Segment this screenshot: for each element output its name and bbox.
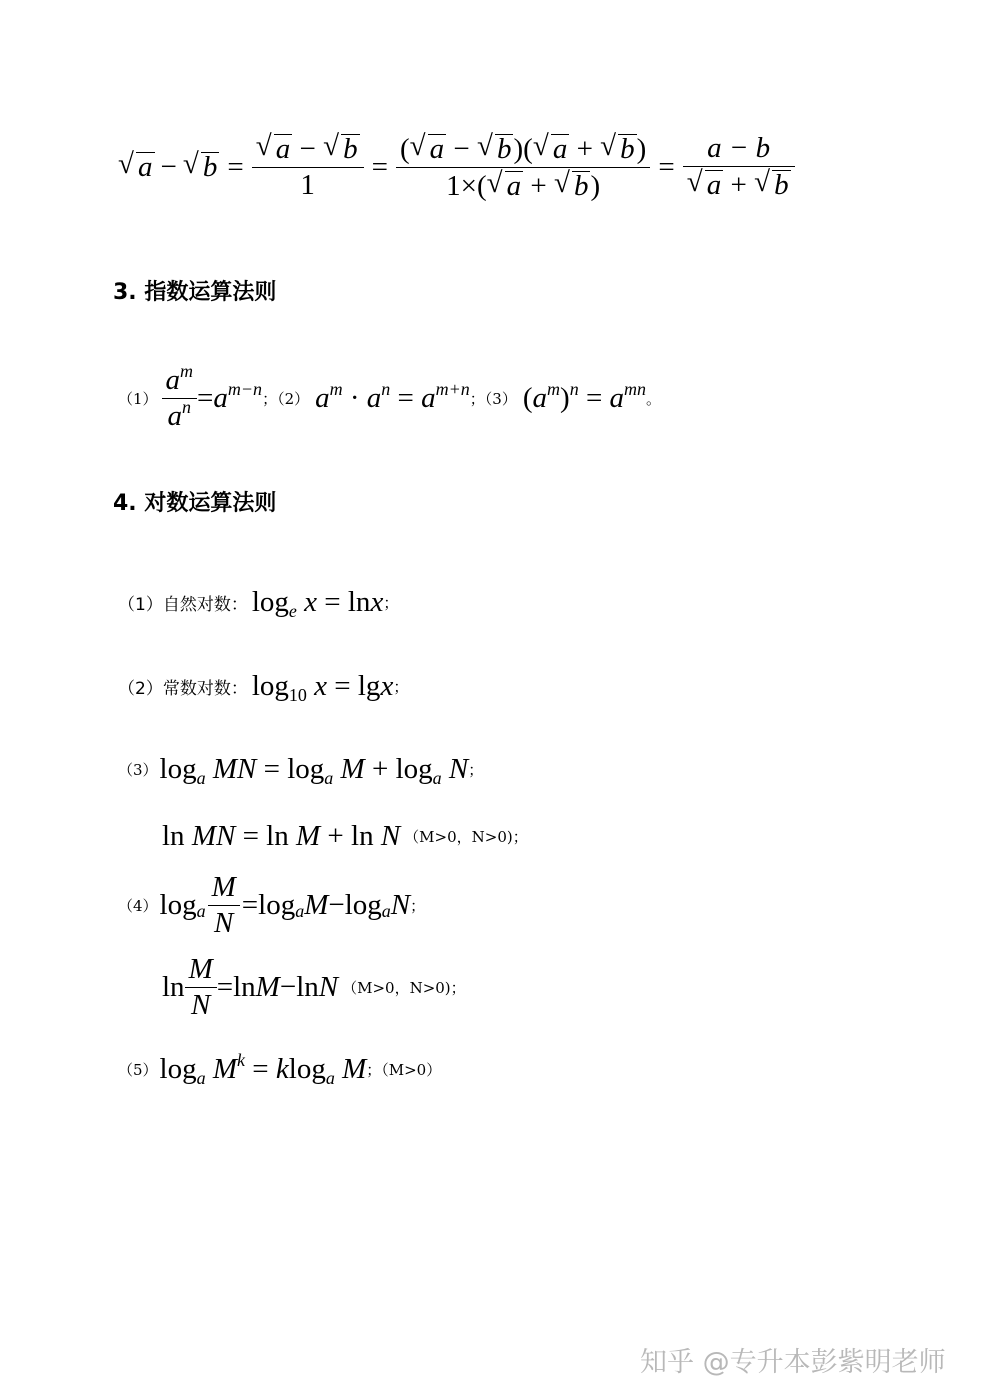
sqrt-b: √ b [183, 152, 220, 182]
log-rule-power: （5） $\log_a M^k = klog_a$ M ；（M>0） [118, 1050, 442, 1088]
exponent-rules-line: （1） $\frac{a^m}{a^n}$ $=a^{m-n}$ ；（2） $a^m \cdot a^n = a^{m+n}$ ；（3） $(a^m)^n = a^{mn}$ 。 [118, 360, 662, 432]
fraction-2: $\frac{(√ a - √ b)(√ a + √ b)}{1\times(√ a + √ b)}$ [396, 134, 650, 201]
exp-product-rule: $a^m \cdot a^n = a^{m+n}$ [315, 378, 470, 414]
sqrt-a: √ a [118, 152, 155, 182]
log-rule-common: （2）常数对数： $\log_{10} x = \lg x$ ； [118, 670, 409, 705]
section-heading-log-rules: 4. 对数运算法则 [113, 491, 277, 516]
log-rule-quotient: （4） log a $\frac{M}{N}$ = log a M − log a N ； [118, 870, 426, 939]
ln-rule-quotient: ln $\frac{M}{N}$ = ln M − ln N （M>0，N>0)； [162, 952, 466, 1021]
fraction-3: a − b √ a + √ b [683, 134, 795, 200]
ln-rule-product: ln MN = ln M + ln N （M>0，N>0)； [162, 820, 528, 852]
fraction-1: √ $\frac{a - √ b}{1}$ [252, 134, 364, 200]
exp-quotient-fraction: $\frac{a^m}{a^n}$ [162, 366, 198, 431]
exp-power-rule: $(a^m)^n = a^{mn}$ [522, 378, 647, 414]
section-heading-exponent-rules: 3. 指数运算法则 [113, 280, 277, 305]
sqrt-difference-formula: √ a − √ b = √ $\frac{a - √ b}{1}$ = $\frac{(√ a - √ b)(√ a + √ b)}{1\times(√ a + √ b)}$ = a − b √ a + √ b [118, 122, 795, 212]
log-rule-product: （3） $\log_a$ MN = $\log_a M + \log_a N$ ； [118, 753, 484, 788]
zhihu-watermark: 知乎 @专升本彭紫明老师 [640, 1347, 946, 1378]
log-rule-natural: （1）自然对数： $\log_e x = \ln x$ ； [118, 586, 399, 621]
